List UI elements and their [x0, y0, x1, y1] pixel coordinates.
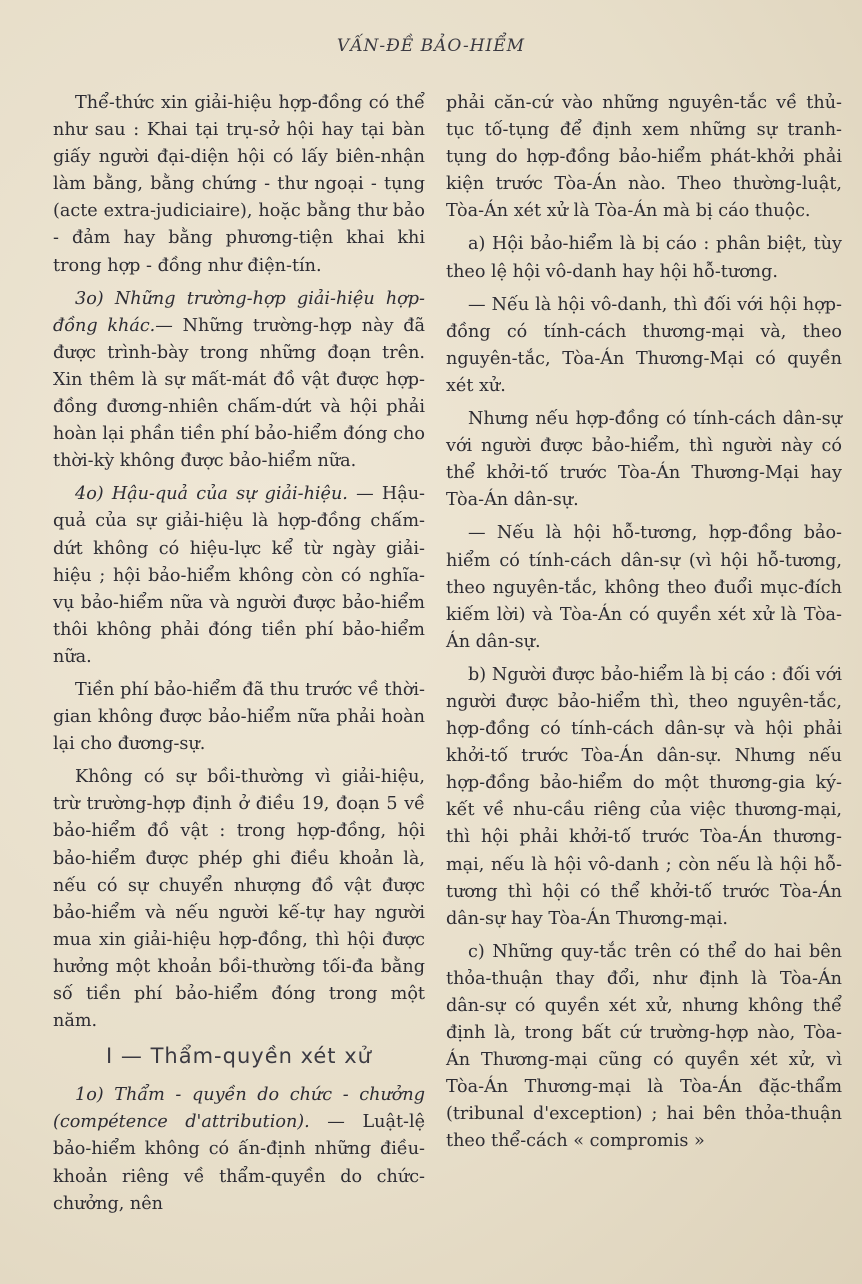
text-competence-attribution: Luật-lệ bảo-hiểm không có ấn-định những điều-khoản riêng về thẩm-quyền do chức-chưởng, nên	[53, 1112, 425, 1214]
subheading-competence-attribution: 1o) Thẩm - quyền do chức - chưởng (compétence d'attribution). —	[53, 1085, 425, 1133]
paragraph-no-compensation: Không có sự bồi-thường vì giải-hiệu, trừ trường-hợp định ở điều 19, đoạn 5 về bảo-hiểm đồ vật : trong hợp-đồng, hội bảo-hiểm được phép ghi điều khoản là, nếu có sự chuyển nhượng đồ vật được bảo-hiểm và nếu người kế-tự hay người mua xin giải-hiệu hợp-đồng, thì hội được hưởng một khoản bồi-thường tối-đa bằng số tiền phí bảo-hiểm đóng trong một năm.	[53, 767, 425, 1032]
subheading-other-termination-cases: 3o) Những trường-hợp giải-hiệu hợp-đồng khác.—	[53, 288, 425, 336]
paragraph-procedure-principles: phải căn-cứ vào những nguyên-tắc về thủ-tục tố-tụng để định xem những sự tranh-tụng do hợp-đồng bảo-hiểm phát-khởi phải kiện trước Tòa-Án nào. Theo thường-luật, Tòa-Án xét xử là Tòa-Án mà bị cáo thuộc.	[446, 93, 842, 222]
paragraph-termination-consequences	[53, 481, 425, 671]
paragraph-insured-defendant: b) Người được bảo-hiểm là bị cáo : đối với người được bảo-hiểm thì, theo nguyên-tắc, hợp-đồng có tính-cách dân-sự và hội phải khởi-tố trước Tòa-Án dân-sự. Nhưng nếu hợp-đồng bảo-hiểm do một thương-gia ký-kết về nhu-cầu riêng của việc thương-mại, thì hội phải khởi-tố trước Tòa-Án thương-mại, nếu là hội vô-danh ; còn nếu là hội hỗ-tương thì hội có thể khởi-tố trước Tòa-Án dân-sự hay Tòa-Án Thương-mại.	[446, 664, 842, 929]
text-other-termination-cases: Những trường-hợp này đã được trình-bày trong những đoạn trên. Xin thêm là sự mất-mát đồ vật được hợp-đồng đương-nhiên chấm-dứt và hội phải hoàn lại phần tiền phí bảo-hiểm đóng cho thời-kỳ không được bảo-hiểm nữa.	[53, 315, 425, 472]
paragraph-other-termination-cases	[53, 286, 425, 476]
running-head-title: VẤN-ĐỀ BẢO-HIỂM	[336, 36, 526, 56]
right-column	[446, 90, 842, 1162]
subheading-termination-consequences: 4o) Hậu-quả của sự giải-hiệu. —	[75, 484, 374, 505]
paragraph-anonymous-company: — Nếu là hội vô-danh, thì đối với hội hợp-đồng có tính-cách thương-mại và, theo nguyên-tắc, Tòa-Án Thương-Mại có quyền xét xử.	[446, 294, 842, 396]
paragraph-premium-refund: Tiền phí bảo-hiểm đã thu trước về thời-gian không được bảo-hiểm nữa phải hoàn lại cho đương-sự.	[53, 679, 425, 755]
left-column	[53, 90, 425, 1224]
paragraph-mutual-company: — Nếu là hội hỗ-tương, hợp-đồng bảo-hiểm có tính-cách dân-sự (vì hội hỗ-tương, theo nguyên-tắc, không theo đuổi mục-đích kiếm lời) và Tòa-Án có quyền xét xử là Tòa-Án dân-sự.	[446, 523, 842, 652]
paragraph-competence-attribution	[53, 1082, 425, 1217]
section-heading-jurisdiction: I — Thẩm-quyền xét xử	[106, 1044, 372, 1069]
paragraph-insurer-defendant: a) Hội bảo-hiểm là bị cáo : phân biệt, tùy theo lệ hội vô-danh hay hội hỗ-tương.	[446, 234, 842, 282]
paragraph-civil-contract: Nhưng nếu hợp-đồng có tính-cách dân-sự với người được bảo-hiểm, thì người này có thể khởi-tố trước Tòa-Án Thương-Mại hay Tòa-Án dân-sự.	[446, 409, 842, 511]
paragraph-agreement-changes: c) Những quy-tắc trên có thể do hai bên thỏa-thuận thay đổi, như định là Tòa-Án dân-sự có quyền xét xử, nhưng không thể định là, trong bất cứ trường-hợp nào, Tòa-Án Thương-mại cũng có quyền xét xử, vì Tòa-Án Thương-mại là Tòa-Án đặc-thẩm (tribunal d'exception) ; hai bên thỏa-thuận theo thể-cách « compromis »	[446, 941, 842, 1152]
text-termination-consequences: Hậu-quả của sự giải-hiệu là hợp-đồng chấm-dứt không có hiệu-lực kể từ ngày giải-hiệu ; hội bảo-hiểm không còn có nghĩa-vụ bảo-hiểm nữa và người được bảo-hiểm thôi không phải đóng tiền phí bảo-hiểm nữa.	[53, 484, 425, 667]
paragraph-termination-form: Thể-thức xin giải-hiệu hợp-đồng có thể như sau : Khai tại trụ-sở hội hay tại bàn giấy người đại-diện hội có lấy biên-nhận làm bằng, bằng chứng - thư ngoại - tụng (acte extra-judiciaire), hoặc bằng thư bảo - đảm hay bằng phương-tiện khai khi trong hợp - đồng như điện-tín.	[53, 93, 425, 276]
